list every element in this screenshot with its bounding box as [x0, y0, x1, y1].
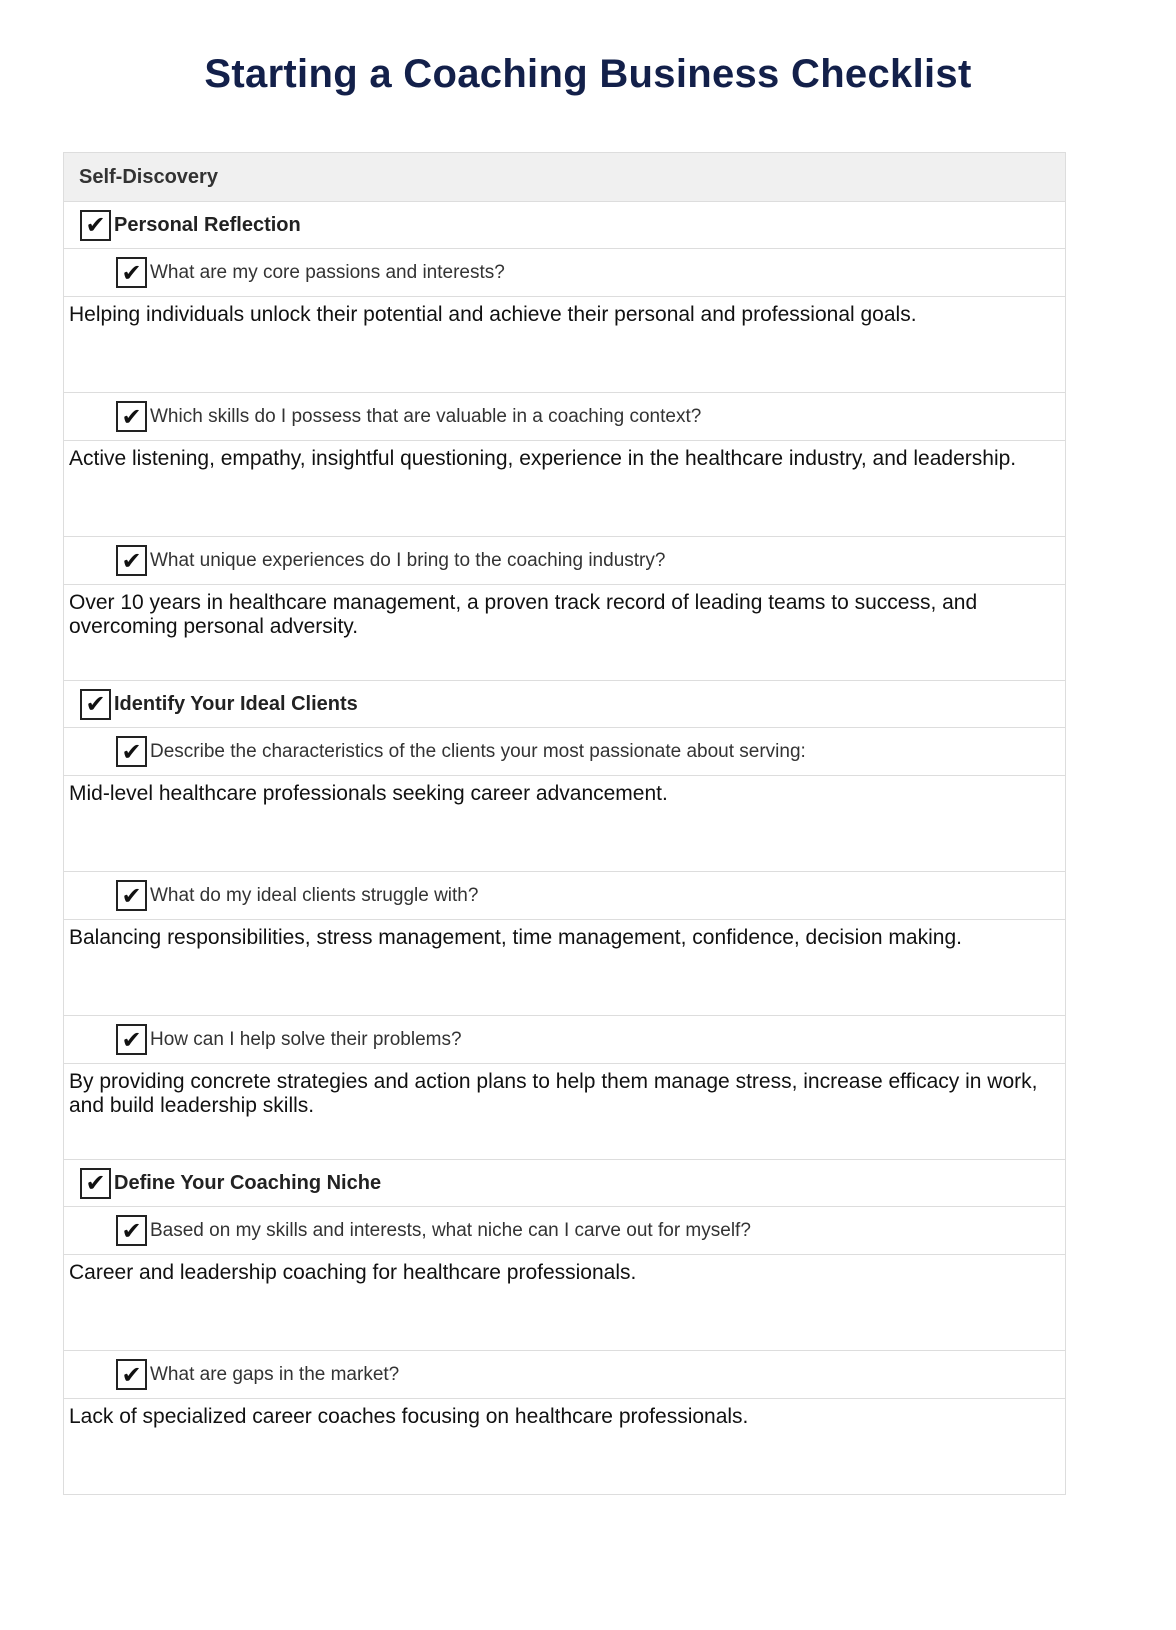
checkbox-checked-icon[interactable]: ✔: [116, 545, 147, 576]
answer-field[interactable]: [64, 1063, 1065, 1159]
checkbox-checked-icon[interactable]: ✔: [80, 210, 111, 241]
question-label: Which skills do I possess that are valuable in a coaching context?: [150, 405, 702, 427]
question-row: [64, 871, 1065, 919]
answer-text: Mid-level healthcare professionals seeking career advancement.: [69, 782, 668, 805]
answer-field[interactable]: [64, 775, 1065, 871]
answer-field[interactable]: [64, 919, 1065, 1015]
question-row: [64, 248, 1065, 296]
question-row: [64, 1206, 1065, 1254]
question-row: [64, 1015, 1065, 1063]
answer-text: Career and leadership coaching for healthcare professionals.: [69, 1261, 637, 1284]
question-label: What unique experiences do I bring to the coaching industry?: [150, 549, 666, 571]
answer-text: Balancing responsibilities, stress management, time management, confidence, decision making.: [69, 926, 962, 949]
section-label: Define Your Coaching Niche: [114, 1171, 382, 1194]
question-label: Describe the characteristics of the clients your most passionate about serving:: [150, 740, 806, 762]
checkbox-checked-icon[interactable]: ✔: [116, 1359, 147, 1390]
answer-text: Lack of specialized career coaches focusing on healthcare professionals.: [69, 1405, 749, 1428]
answer-field[interactable]: [64, 440, 1065, 536]
checkbox-checked-icon[interactable]: ✔: [116, 401, 147, 432]
checkbox-checked-icon[interactable]: ✔: [80, 689, 111, 720]
question-row: [64, 392, 1065, 440]
checkbox-checked-icon[interactable]: ✔: [116, 736, 147, 767]
answer-field[interactable]: [64, 296, 1065, 392]
page-title: Starting a Coaching Business Checklist: [204, 52, 972, 96]
answer-text: Active listening, empathy, insightful questioning, experience in the healthcare industry, and leadership.: [69, 447, 1017, 470]
answer-field[interactable]: [64, 1254, 1065, 1350]
answer-text: Over 10 years in healthcare management, a proven track record of leading teams to success, and overcoming personal adversity.: [69, 591, 978, 638]
section-label: Personal Reflection: [114, 213, 301, 236]
question-row: [64, 727, 1065, 775]
question-label: What are gaps in the market?: [150, 1363, 400, 1385]
answer-field[interactable]: [64, 584, 1065, 680]
checkbox-checked-icon[interactable]: ✔: [80, 1168, 111, 1199]
checklist-section-row: [64, 680, 1065, 727]
checklist-section-row: [64, 1159, 1065, 1206]
checkbox-checked-icon[interactable]: ✔: [116, 1215, 147, 1246]
answer-field[interactable]: [64, 1398, 1065, 1494]
question-label: What do my ideal clients struggle with?: [150, 884, 479, 906]
answer-text: By providing concrete strategies and action plans to help them manage stress, increase efficacy in work, and build leadership skills.: [69, 1070, 1038, 1117]
question-row: [64, 536, 1065, 584]
section-label: Identify Your Ideal Clients: [114, 692, 358, 715]
section-header: Self-Discovery: [64, 153, 1065, 201]
checkbox-checked-icon[interactable]: ✔: [116, 880, 147, 911]
question-label: Based on my skills and interests, what niche can I carve out for myself?: [150, 1219, 751, 1241]
question-row: [64, 1350, 1065, 1398]
answer-text: Helping individuals unlock their potential and achieve their personal and professional goals.: [69, 303, 917, 326]
question-label: What are my core passions and interests?: [150, 261, 505, 283]
checkbox-checked-icon[interactable]: ✔: [116, 1024, 147, 1055]
question-label: How can I help solve their problems?: [150, 1028, 462, 1050]
checklist-table: [63, 152, 1066, 1495]
checkbox-checked-icon[interactable]: ✔: [116, 257, 147, 288]
checklist-rows: [64, 201, 1065, 1494]
checklist-section-row: [64, 201, 1065, 248]
